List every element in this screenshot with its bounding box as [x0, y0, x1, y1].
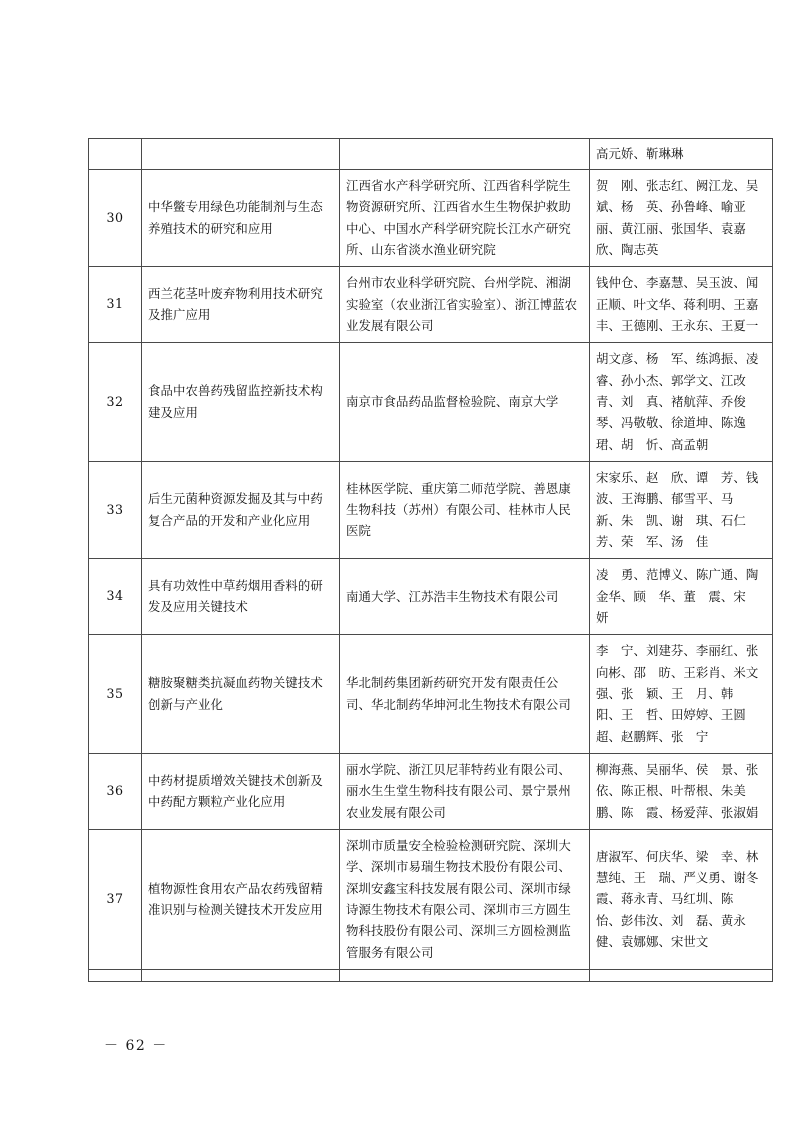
row-people: 宋家乐、赵 欣、谭 芳、钱 波、王海鹏、郁雪平、马 新、朱 凯、谢 琪、石仁芳、荣 军、汤 佳 — [596, 469, 771, 549]
row-project: 具有功效性中草药烟用香料的研发及应用关键技术 — [148, 577, 323, 615]
table-row — [89, 969, 773, 981]
table-row — [89, 635, 773, 754]
row-project-cell — [142, 267, 340, 343]
row-organizations-cell — [340, 170, 590, 267]
row-organizations: 华北制药集团新药研究开发有限责任公司、华北制药华坤河北生物技术有限公司 — [346, 675, 571, 712]
row-project-cell — [142, 753, 340, 829]
row-organizations-cell — [340, 969, 590, 981]
row-organizations: 丽水学院、浙江贝尼菲特药业有限公司、丽水生生堂生物科技有限公司、景宁景州农业发展有限公司 — [346, 761, 571, 820]
row-project: 食品中农兽药残留监控新技术构建及应用 — [148, 383, 323, 420]
row-organizations-cell — [340, 267, 590, 343]
row-number: 34 — [106, 588, 124, 604]
row-number: 36 — [106, 783, 124, 799]
row-organizations-cell — [340, 343, 590, 462]
row-number: 35 — [106, 685, 124, 701]
row-organizations: 南通大学、江苏浩丰生物技术有限公司 — [346, 588, 559, 604]
row-number-cell — [89, 559, 142, 635]
row-organizations-cell — [340, 635, 590, 754]
row-number-cell — [89, 461, 142, 558]
table-row — [89, 559, 773, 635]
table-row — [89, 753, 773, 829]
row-people: 高元娇、靳琳琳 — [596, 146, 684, 162]
row-number: 30 — [106, 209, 124, 225]
row-project-cell — [142, 559, 340, 635]
row-project-cell — [142, 461, 340, 558]
row-project-cell — [142, 635, 340, 754]
table-row — [89, 267, 773, 343]
row-number-cell — [89, 753, 142, 829]
row-people-cell — [590, 170, 773, 267]
row-number: 37 — [106, 891, 124, 907]
row-organizations: 桂林医学院、重庆第二师范学院、善恩康生物科技（苏州）有限公司、桂林市人民医院 — [346, 480, 571, 539]
row-number-cell — [89, 343, 142, 462]
row-project: 西兰花茎叶废弃物利用技术研究及推广应用 — [148, 285, 323, 323]
row-organizations-cell — [340, 461, 590, 558]
row-people-cell — [590, 635, 773, 754]
row-people-cell — [590, 343, 773, 462]
row-organizations: 南京市食品药品监督检验院、南京大学 — [346, 393, 559, 409]
row-people-cell — [590, 267, 773, 343]
row-project: 植物源性食用农产品农药残留精准识别与检测关键技术开发应用 — [148, 880, 323, 917]
row-organizations: 台州市农业科学研究院、台州学院、湘湖实验室（农业浙江省实验室）、浙江博蓝农业发展有限公司 — [346, 275, 578, 333]
row-organizations-cell — [340, 559, 590, 635]
row-people: 唐淑军、何庆华、梁 幸、林慧纯、王 瑞、严义勇、谢冬霞、蒋永青、马红圳、陈 怡、彭伟汝、刘 磊、黄永健、袁娜娜、宋世文 — [596, 848, 759, 949]
row-people: 贺 刚、张志红、阙江龙、吴 斌、杨 英、孙鲁峰、喻亚丽、黄江丽、张国华、袁嘉欣、陶志英 — [596, 178, 771, 257]
row-project-cell — [142, 139, 340, 170]
row-project: 糖胺聚糖类抗凝血药物关键技术创新与产业化 — [148, 675, 323, 712]
row-people-cell — [590, 969, 773, 981]
row-project-cell — [142, 170, 340, 267]
table-body — [89, 139, 773, 982]
row-organizations: 深圳市质量安全检验检测研究院、深圳大学、深圳市易瑞生物技术股份有限公司、深圳安鑫宝科技发展有限公司、深圳市绿诗源生物技术有限公司、深圳市三方圆生物科技股份有限公司、深圳三方圆检测监管服务有限公司 — [346, 837, 571, 960]
row-project-cell — [142, 343, 340, 462]
row-organizations: 江西省水产科学研究所、江西省科学院生物资源研究所、江西省水生生物保护救助中心、中国水产科学研究院长江水产研究所、山东省淡水渔业研究院 — [346, 178, 571, 257]
row-project: 中华鳖专用绿色功能制剂与生态养殖技术的研究和应用 — [148, 199, 323, 236]
row-project: 中药材提质增效关键技术创新及中药配方颗粒产业化应用 — [148, 772, 323, 809]
row-people: 钱仲仓、李嘉慧、吴玉波、闻正顺、叶文华、蒋利明、王嘉丰、王德刚、王永东、王夏一 — [596, 275, 759, 333]
row-number-cell — [89, 139, 142, 170]
row-people-cell — [590, 139, 773, 170]
table-row — [89, 461, 773, 558]
row-people-cell — [590, 753, 773, 829]
row-number-cell — [89, 170, 142, 267]
table-row — [89, 170, 773, 267]
row-people: 凌 勇、范博义、陈广通、陶金华、顾 华、董 震、宋 妍 — [596, 567, 759, 625]
row-number: 31 — [106, 296, 124, 312]
row-organizations-cell — [340, 139, 590, 170]
row-project: 后生元菌种资源发掘及其与中药复合产品的开发和产业化应用 — [148, 491, 323, 528]
row-organizations-cell — [340, 753, 590, 829]
row-people-cell — [590, 461, 773, 558]
row-number-cell — [89, 829, 142, 969]
table-row — [89, 139, 773, 170]
row-number: 32 — [106, 393, 124, 409]
row-people: 胡文彦、杨 军、练鸿振、凌 睿、孙小杰、郭学文、江改青、刘 真、褚航萍、乔俊琴、冯敬敬、徐道坤、陈逸珺、胡 忻、高孟朝 — [596, 351, 771, 452]
row-number: 33 — [106, 501, 124, 517]
row-people-cell — [590, 829, 773, 969]
row-people: 李 宁、刘建芬、李丽红、张向彬、邵 昉、王彩肖、米文强、张 颖、王 月、韩 阳、王 哲、田婷婷、王圆超、赵鹏辉、张 宁 — [596, 643, 759, 744]
row-people: 柳海燕、吴丽华、侯 景、张 依、陈正根、叶帮根、朱美鹏、陈 霞、杨爱萍、张淑娟 — [596, 761, 771, 820]
table-row — [89, 829, 773, 969]
awards-table — [88, 138, 773, 982]
row-organizations-cell — [340, 829, 590, 969]
row-people-cell — [590, 559, 773, 635]
row-project-cell — [142, 829, 340, 969]
table-row — [89, 343, 773, 462]
row-number-cell — [89, 267, 142, 343]
row-number-cell — [89, 969, 142, 981]
row-project-cell — [142, 969, 340, 981]
page-number: － 62 － — [104, 1038, 168, 1054]
row-number-cell — [89, 635, 142, 754]
